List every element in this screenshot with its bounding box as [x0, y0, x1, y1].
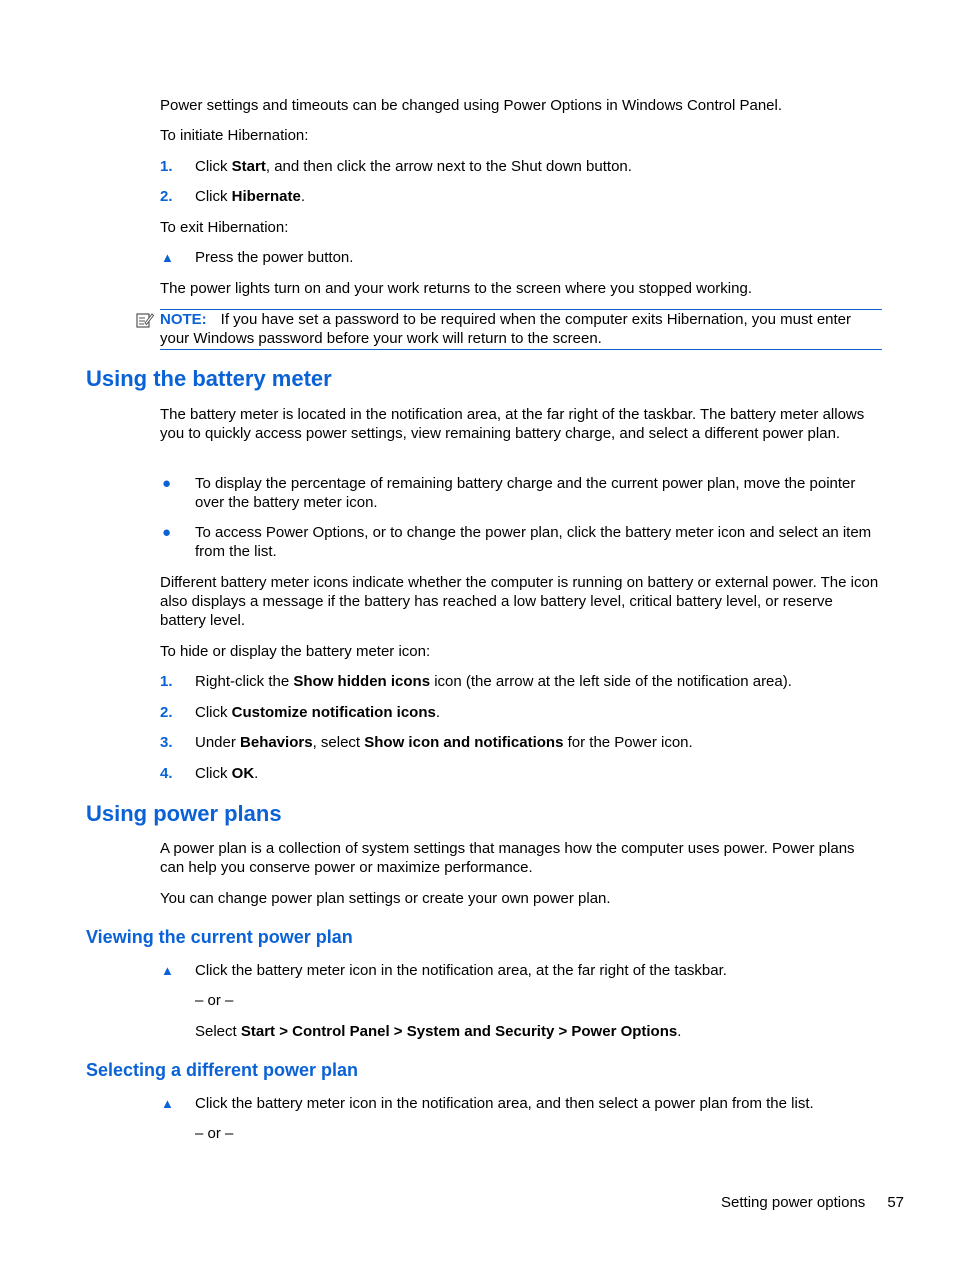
heading-selecting-plan: Selecting a different power plan [86, 1060, 359, 1080]
bullet-icon: ● [162, 475, 172, 492]
step-text: Click the battery meter icon in the notification area, at the far right of the taskbar. [195, 962, 727, 979]
or-separator: – or – [195, 992, 234, 1009]
step-number: 1. [160, 673, 173, 690]
hide-display-label: To hide or display the battery meter icon: [160, 643, 431, 660]
bullet-text: To access Power Options, or to change the power plan, click the battery meter icon and select an item from the list. [195, 524, 872, 560]
step-text: Click OK. [195, 765, 259, 782]
note-text: NOTE: If you have set a password to be required when the computer exits Hibernation, you must enter your Windows password before your work will return to the screen. [160, 311, 852, 347]
page-number: 57 [887, 1194, 904, 1211]
step-text: Right-click the Show hidden icons icon (the arrow at the left side of the notification area). [195, 673, 792, 690]
exit-result: The power lights turn on and your work returns to the screen where you stopped working. [160, 280, 752, 297]
step-number: 3. [160, 734, 173, 751]
step-text: Under Behaviors, select Show icon and notifications for the Power icon. [195, 734, 693, 751]
step-text: Click Customize notification icons. [195, 704, 441, 721]
step-number: 2. [160, 188, 173, 205]
note-pencil-icon [136, 311, 154, 329]
triangle-bullet-icon: ▲ [161, 963, 174, 978]
intro-paragraph: Power settings and timeouts can be changed using Power Options in Windows Control Panel. [160, 97, 783, 114]
footer-section-title: Setting power options [721, 1194, 866, 1211]
step-text: Click the battery meter icon in the notification area, and then select a power plan from the list. [195, 1095, 814, 1112]
power-plans-paragraph: A power plan is a collection of system settings that manages how the computer uses power. Power plans can help you conserve power or maximize performance. [160, 840, 855, 876]
step-text: Click Hibernate. [195, 188, 306, 205]
exit-hibernate-label: To exit Hibernation: [160, 219, 289, 236]
triangle-bullet-icon: ▲ [161, 250, 174, 265]
triangle-bullet-icon: ▲ [161, 1096, 174, 1111]
step-text: Click Start, and then click the arrow next to the Shut down button. [195, 158, 632, 175]
power-plans-change-paragraph: You can change power plan settings or create your own power plan. [160, 890, 611, 907]
heading-viewing-plan: Viewing the current power plan [86, 927, 353, 947]
page-footer [721, 1193, 904, 1212]
bullet-text: To display the percentage of remaining battery charge and the current power plan, move the pointer over the battery meter icon. [195, 475, 856, 511]
or-separator: – or – [195, 1125, 234, 1142]
battery-meter-paragraph: The battery meter is located in the notification area, at the far right of the taskbar. The battery meter allows you to quickly access power settings, view remaining battery charge, and select a different power plan. [160, 406, 865, 442]
step-text: Press the power button. [195, 249, 354, 266]
note-label: NOTE: [160, 311, 207, 328]
step-number: 1. [160, 158, 173, 175]
battery-icons-paragraph: Different battery meter icons indicate whether the computer is running on battery or external power. The icon also displays a message if the battery has reached a low battery level, critical battery level, or reserve battery level. [160, 574, 879, 629]
step-number: 2. [160, 704, 173, 721]
step-number: 4. [160, 765, 173, 782]
heading-power-plans: Using power plans [86, 801, 282, 826]
select-path-text: Select Start > Control Panel > System and Security > Power Options. [195, 1023, 682, 1040]
heading-battery-meter: Using the battery meter [86, 366, 332, 391]
note-box [160, 309, 882, 350]
bullet-icon: ● [162, 524, 172, 541]
hibernate-intro: To initiate Hibernation: [160, 127, 309, 144]
